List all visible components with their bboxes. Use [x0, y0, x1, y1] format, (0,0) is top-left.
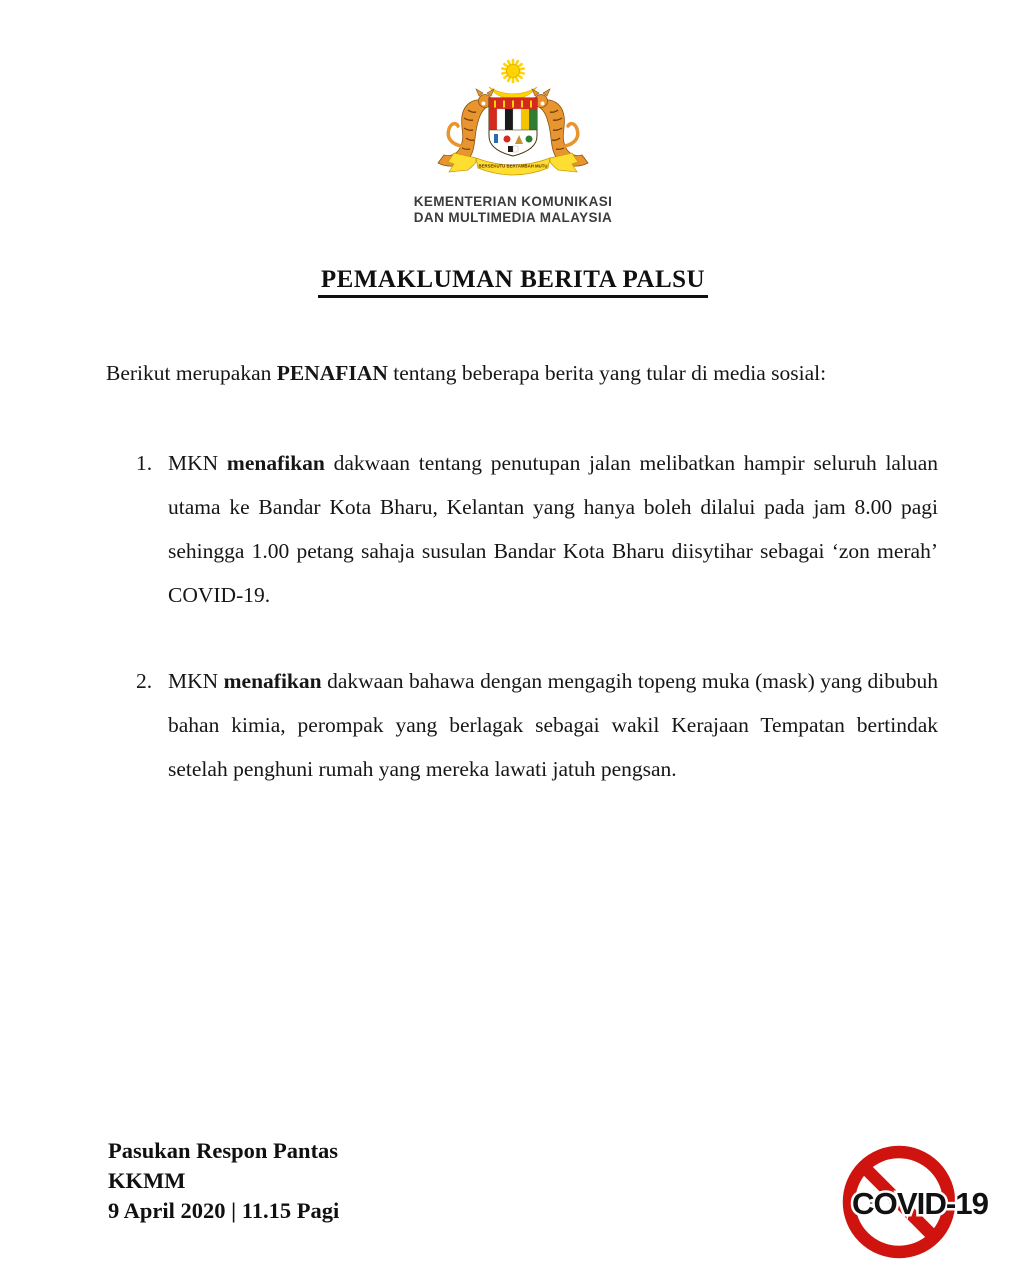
crescent-icon	[489, 87, 537, 99]
covid-badge-label: COVID-19	[852, 1186, 989, 1221]
item-text-before: MKN	[168, 669, 224, 693]
footer-datetime: 9 April 2020 | 11.15 Pagi	[108, 1198, 340, 1223]
tiger-right-icon	[532, 89, 588, 166]
title-row	[0, 266, 1026, 298]
intro-text-before: Berikut merupakan	[106, 361, 277, 385]
ministry-name	[0, 194, 1026, 226]
document-header	[0, 56, 1026, 226]
signature-block	[108, 1136, 339, 1226]
intro-text-after: tentang beberapa berita yang tular di media sosial:	[387, 361, 827, 385]
tiger-left-icon	[438, 89, 494, 166]
document-body	[106, 351, 938, 833]
item-text-after: dakwaan bahawa dengan mengagih topeng muka (mask) yang dibubuh bahan kimia, perompak yang berlagak sebagai wakil Kerajaan Tempatan bertindak setelah penghuni rumah yang mereka lawati jatuh pengsan.	[168, 669, 938, 781]
item-text-before: MKN	[168, 451, 227, 475]
list-item	[106, 659, 938, 791]
covid-19-prohibition-icon	[842, 1144, 990, 1270]
shield-icon	[489, 98, 537, 156]
item-text-after: dakwaan tentang penutupan jalan melibatkan hampir seluruh laluan utama ke Bandar Kota Bharu, Kelantan yang hanya boleh dilalui pada jam 8.00 pagi sehingga 1.00 petang sahaja susulan Bandar Kota Bharu diisytihar sebagai ‘zon merah’ COVID-19.	[168, 451, 938, 607]
emblem-motto: BERSEKUTU BERTAMBAH MUTU	[478, 163, 548, 169]
item-number: 1.	[136, 451, 153, 475]
ministry-name-line1: KEMENTERIAN KOMUNIKASI	[413, 194, 613, 209]
page-title: PEMAKLUMAN BERITA PALSU	[318, 266, 708, 298]
item-number: 2.	[136, 669, 153, 693]
footer-team: Pasukan Respon Pantas	[108, 1138, 339, 1163]
ministry-name-line2: DAN MULTIMEDIA MALAYSIA	[413, 209, 613, 225]
list-item	[106, 441, 938, 617]
denial-list	[106, 441, 938, 791]
footer-org: KKMM	[108, 1168, 186, 1193]
malaysia-coat-of-arms-icon	[427, 56, 599, 186]
no-covid-sign	[842, 1144, 990, 1270]
intro-text-bold: PENAFIAN	[276, 361, 388, 385]
item-text-bold: menafikan	[223, 669, 322, 693]
intro-paragraph	[106, 351, 938, 395]
item-text-bold: menafikan	[226, 451, 325, 475]
